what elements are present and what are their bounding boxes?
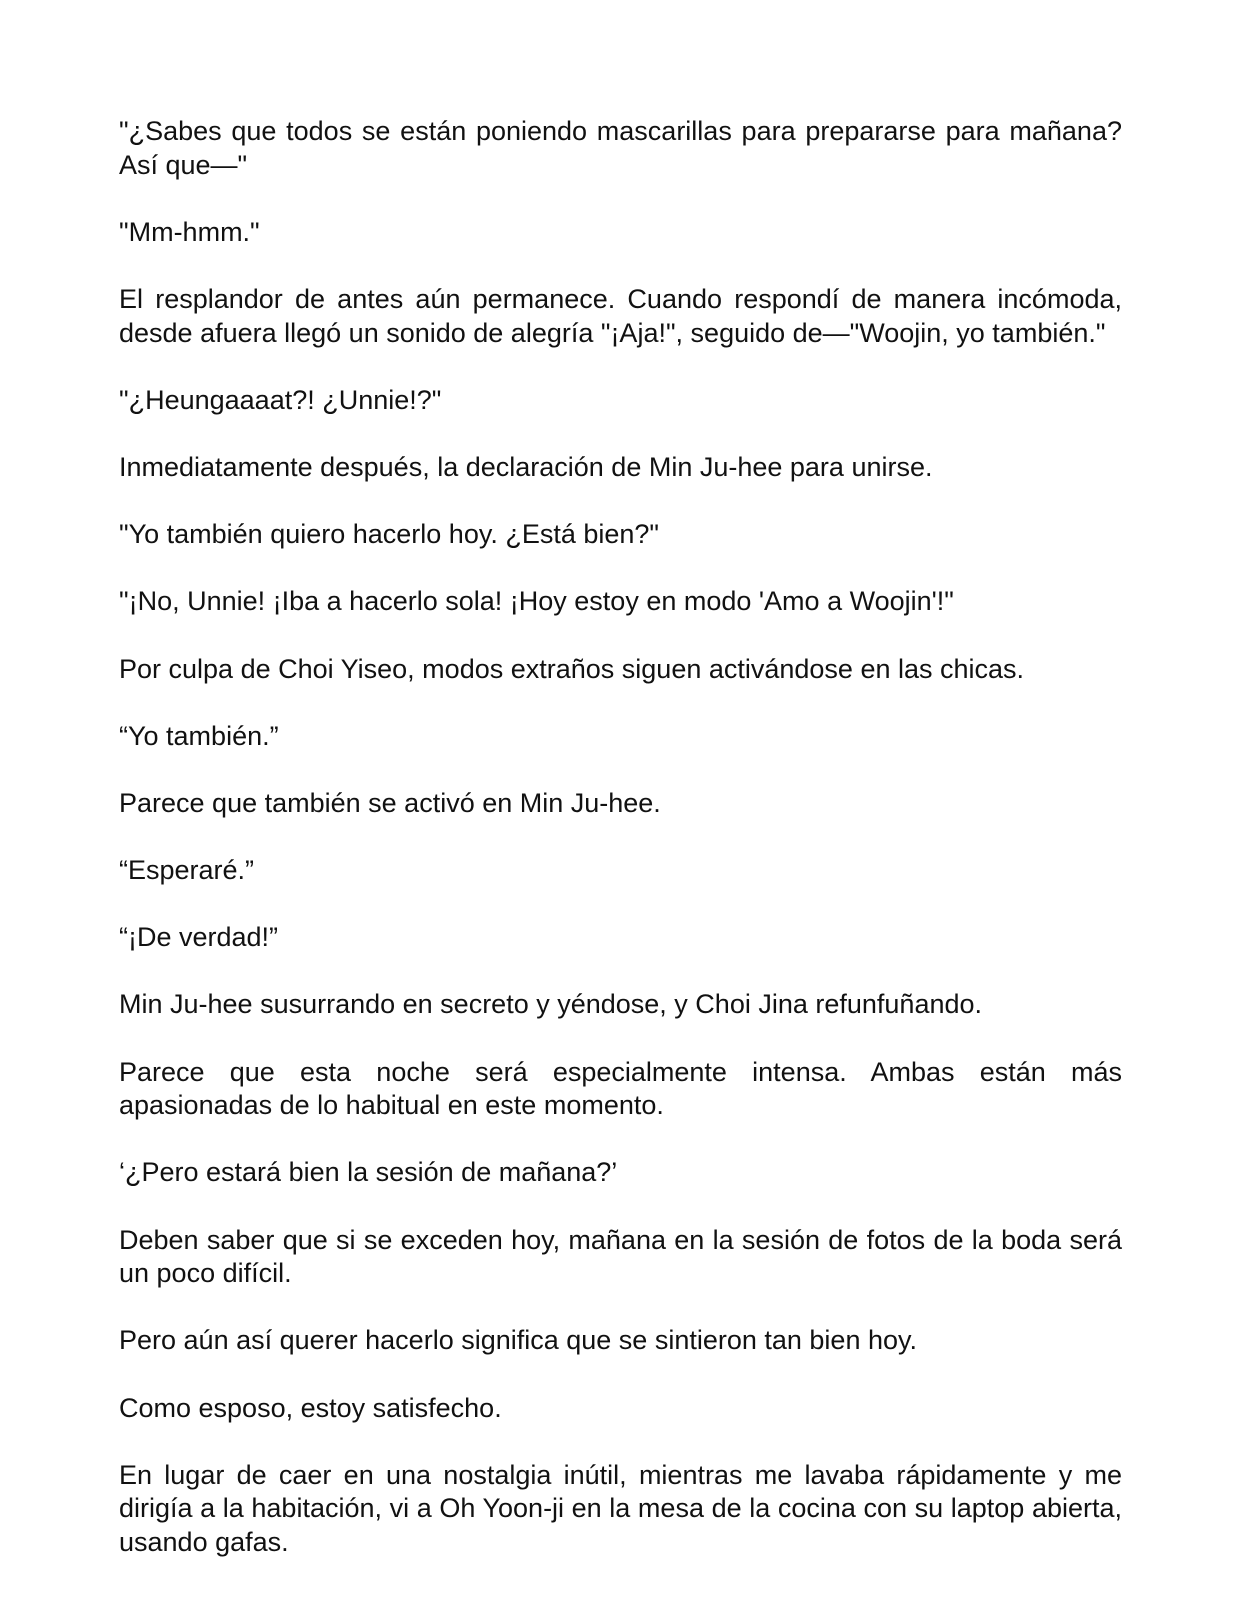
- paragraph: Parece que también se activó en Min Ju-hee.: [119, 787, 661, 818]
- paragraph: Parece que esta noche será especialmente intensa. Ambas están más apasionadas de lo habitual en este momento.: [119, 1056, 1122, 1121]
- paragraph: El resplandor de antes aún permanece. Cuando respondí de manera incómoda, desde afuera llegó un sonido de alegría "¡Aja!", seguido de—"Woojin, yo también.": [119, 283, 1122, 348]
- paragraph: “Yo también.”: [119, 720, 279, 751]
- document-page: [119, 115, 1122, 1560]
- paragraph: "¿Heungaaaat?! ¿Unnie!?": [119, 384, 442, 415]
- paragraph: "¡No, Unnie! ¡Iba a hacerlo sola! ¡Hoy estoy en modo 'Amo a Woojin'!": [119, 586, 954, 617]
- paragraph: Como esposo, estoy satisfecho.: [119, 1392, 502, 1423]
- paragraph: ‘¿Pero estará bien la sesión de mañana?’: [119, 1157, 618, 1188]
- paragraph: Pero aún así querer hacerlo significa que se sintieron tan bien hoy.: [119, 1325, 917, 1356]
- paragraph: Por culpa de Choi Yiseo, modos extraños siguen activándose en las chicas.: [119, 653, 1025, 684]
- paragraph: En lugar de caer en una nostalgia inútil, mientras me lavaba rápidamente y me dirigía a la habitación, vi a Oh Yoon-ji en la mesa de la cocina con su laptop abierta, usando gafas.: [119, 1459, 1122, 1557]
- paragraph: Min Ju-hee susurrando en secreto y yéndose, y Choi Jina refunfuñando.: [119, 989, 983, 1020]
- paragraph: "Yo también quiero hacerlo hoy. ¿Está bien?": [119, 519, 659, 550]
- paragraph: "Mm-hmm.": [119, 216, 260, 247]
- paragraph: “Esperaré.”: [119, 855, 255, 886]
- paragraph: Inmediatamente después, la declaración de Min Ju-hee para unirse.: [119, 451, 933, 482]
- paragraph: "¿Sabes que todos se están poniendo mascarillas para prepararse para mañana? Así que—": [119, 116, 1122, 180]
- paragraph: Deben saber que si se exceden hoy, mañana en la sesión de fotos de la boda será un poco difícil.: [119, 1224, 1122, 1289]
- paragraph: “¡De verdad!”: [119, 922, 279, 953]
